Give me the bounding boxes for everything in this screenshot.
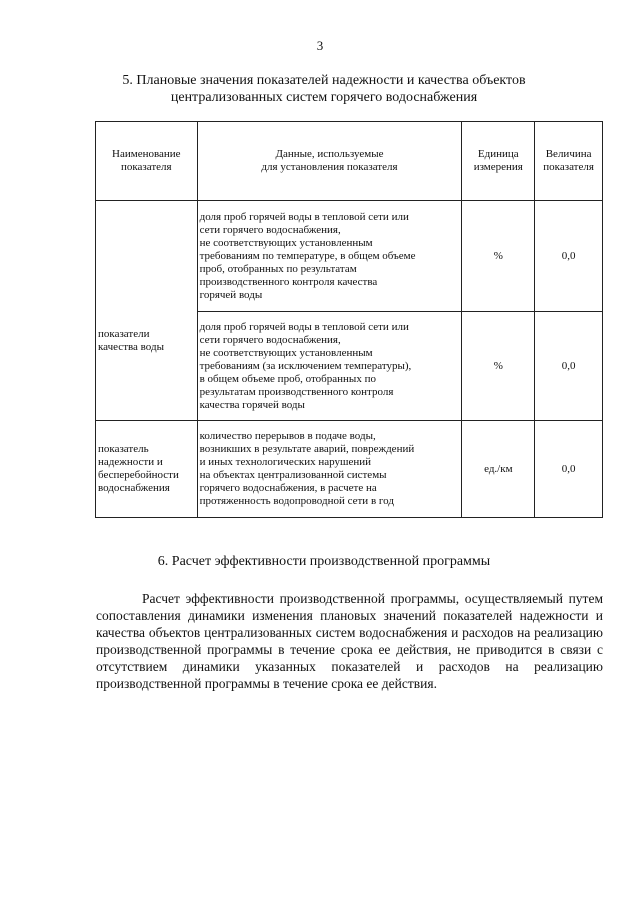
section-6-paragraph: Расчет эффективности производственной программы, осуществляемый путем сопоставления динамики изменения плановых значений показателей надежности и качества объектов централизованных систем водоснабжения и расходов на реализацию производственной программы в течение срока ее действия, не приводится в связи с отсутствием динамики указанных показателей и расходов на реализацию производственной программы в течение срока ее действия. [96,591,603,691]
data-text: доля проб горячей воды в тепловой сети или [199,320,409,333]
section-5-title-line: 5. Плановые значения показателей надежности и качества объектов [122,73,526,88]
data-text: доля проб горячей воды в тепловой сети или [199,210,409,223]
value-cell: 0,0 [535,421,603,518]
header-data-used [197,122,462,201]
header-text: для установления показателя [261,161,398,173]
unit-cell: % [462,201,535,312]
section-5-title [96,72,552,106]
table-row [96,421,603,518]
group-name-text: водоснабжения [98,482,170,494]
header-text: Данные, используемые [275,148,384,160]
data-text: не соответствующих установленным [199,236,373,249]
header-text: Величина [545,148,592,160]
data-text: сети горячего водоснабжения, [199,333,341,346]
table-header-row [96,122,603,201]
header-unit [462,122,535,201]
table-row [96,201,603,312]
page-number: 3 [316,38,324,53]
header-text: Единица [477,148,519,160]
header-text: Наименование [112,148,181,160]
data-text: протяженность водопроводной сети в год [199,495,394,507]
data-text: сети горячего водоснабжения, [199,223,341,236]
header-value [535,122,603,201]
group-name-text: надежности и [98,456,163,468]
unit-cell: % [462,312,535,421]
group-name-water-quality [96,201,198,421]
header-text: показателя [120,161,172,173]
data-text: требованиям по температуре, в общем объеме [199,249,416,262]
group-name-text: показатели [98,327,150,340]
group-name-text: качества воды [98,340,164,353]
data-text: горячей воды [199,288,263,301]
group-name-reliability [96,421,198,518]
group-name-text: показатель [98,443,149,455]
data-cell [197,312,462,421]
header-text: показателя [543,161,594,173]
unit-cell: ед./км [462,421,535,518]
data-text: на объектах централизованной системы [199,469,387,481]
data-text: качества горячей воды [199,398,305,411]
header-indicator-name [96,122,198,201]
data-text: производственного контроля качества [199,275,378,288]
group-name-text: бесперебойности [98,469,179,481]
data-cell [197,201,462,312]
data-cell [197,421,462,518]
data-text: горячего водоснабжения, в расчете на [199,482,377,494]
indicators-table [95,121,603,518]
data-text: требованиям (за исключением температуры), [199,359,412,372]
data-text: количество перерывов в подаче воды, [199,430,376,442]
data-text: результатам производственного контроля [199,385,394,398]
data-text: возникших в результате аварий, повреждений [199,443,415,455]
header-text: измерения [473,161,523,173]
data-text: в общем объеме проб, отобранных по [199,372,376,385]
value-cell: 0,0 [535,312,603,421]
data-text: не соответствующих установленным [199,346,373,359]
data-text: и иных технологических нарушений [199,456,372,468]
data-text: проб, отобранных по результатам [199,262,357,275]
section-6-title: 6. Расчет эффективности производственной программы [157,554,491,569]
value-cell: 0,0 [535,201,603,312]
section-5-title-line: централизованных систем горячего водоснабжения [170,90,478,105]
